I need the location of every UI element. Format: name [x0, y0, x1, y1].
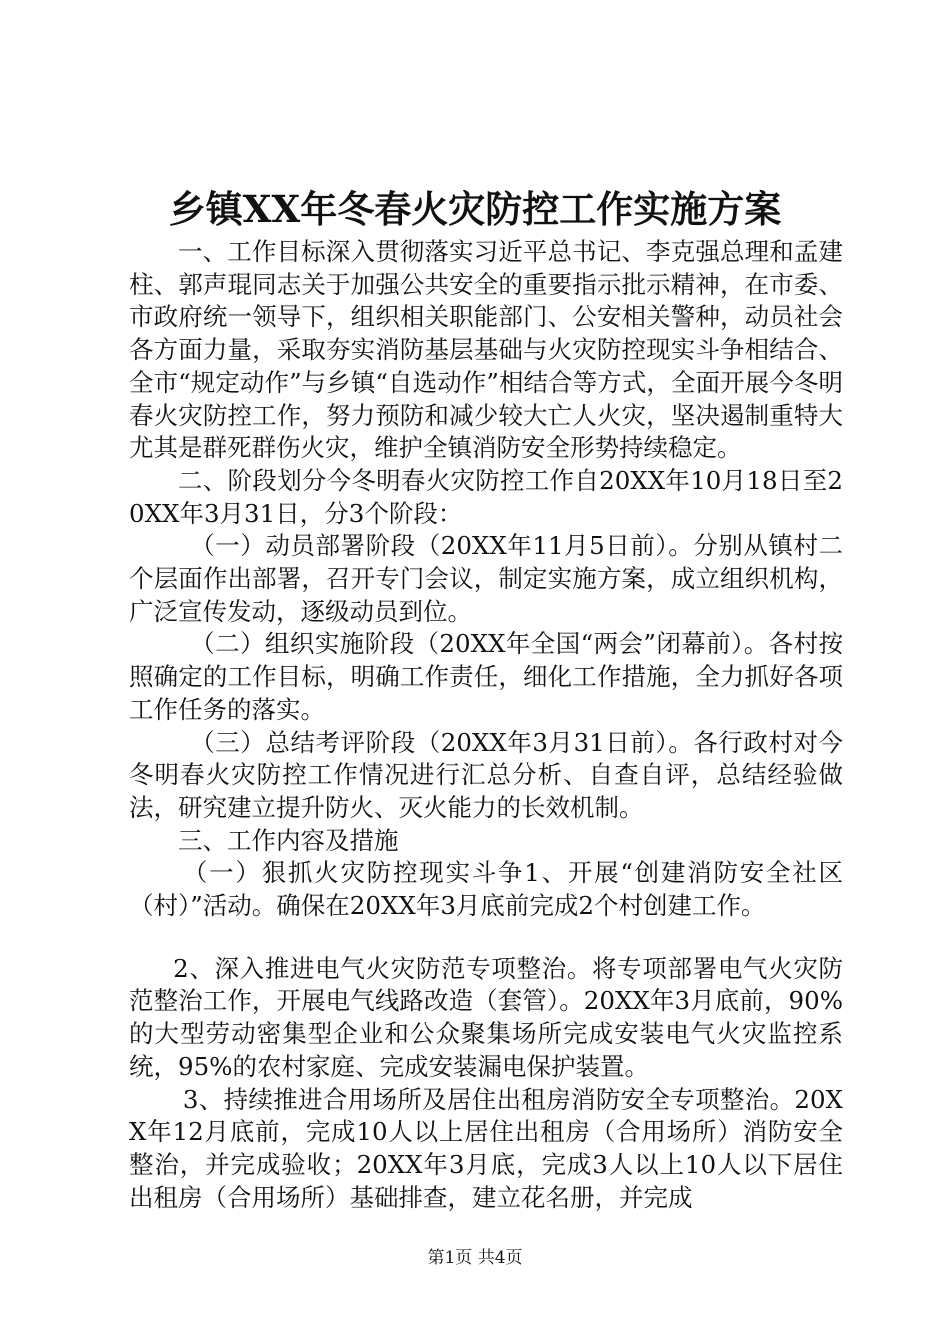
- paragraph-stage-evaluation: （三）总结考评阶段（20XX年3月31日前）。各行政村对今冬明春火灾防控工作情况进行汇总分析、自查自评，总结经验做法，研究建立提升防火、灭火能力的长效机制。: [129, 727, 843, 822]
- page-number-footer: 第1页 共4页: [427, 1248, 523, 1268]
- paragraph-stage-implementation: （二）组织实施阶段（20XX年全国“两会”闭幕前）。各村按照确定的工作目标，明确工作责任，细化工作措施，全力抓好各项工作任务的落实。: [129, 629, 843, 724]
- paragraph-measure-rental: 3、持续推进合用场所及居住出租房消防安全专项整治。20XX年12月底前，完成10人以上居住出租房（合用场所）消防安全整治，并完成验收；20XX年3月底，完成3人以上10人以下居住出租房（合用场所）基础排查，建立花名册，并完成: [129, 1084, 843, 1212]
- paragraph-work-goal: 一、工作目标深入贯彻落实习近平总书记、李克强总理和孟建柱、郭声琨同志关于加强公共安全的重要指示批示精神，在市委、市政府统一领导下，组织相关职能部门、公安相关警种，动员社会各方面力量，采取夯实消防基层基础与火灾防控现实斗争相结合、全市“规定动作”与乡镇“自选动作”相结合等方式，全面开展今冬明春火灾防控工作，努力预防和减少较大亡人火灾，坚决遏制重特大尤其是群死群伤火灾，维护全镇消防安全形势持续稳定。: [129, 237, 843, 463]
- paragraph-gap: [129, 923, 843, 953]
- paragraph-measure-electrical: 2、深入推进电气火灾防范专项整治。将专项部署电气火灾防范整治工作，开展电气线路改造（套管）。20XX年3月底前，90%的大型劳动密集型企业和公众聚集场所完成安装电气火灾监控系统，95%的农村家庭、完成安装漏电保护装置。: [129, 953, 843, 1081]
- document-body: [129, 236, 843, 1214]
- paragraph-measures-heading: 三、工作内容及措施: [178, 825, 399, 855]
- paragraph-measure-community: （一）狠抓火灾防控现实斗争1、开展“创建消防安全社区（村）”活动。确保在20XX年3月底前完成2个村创建工作。: [129, 858, 843, 921]
- document-title: 乡镇XX年冬春火灾防控工作实施方案: [168, 187, 782, 231]
- paragraph-stage-mobilization: （一）动员部署阶段（20XX年11月5日前）。分别从镇村二个层面作出部署，召开专门会议，制定实施方案，成立组织机构，广泛宣传发动，逐级动员到位。: [129, 531, 843, 626]
- paragraph-stage-division: 二、阶段划分今冬明春火灾防控工作自20XX年10月18日至20XX年3月31日，分3个阶段：: [129, 465, 843, 528]
